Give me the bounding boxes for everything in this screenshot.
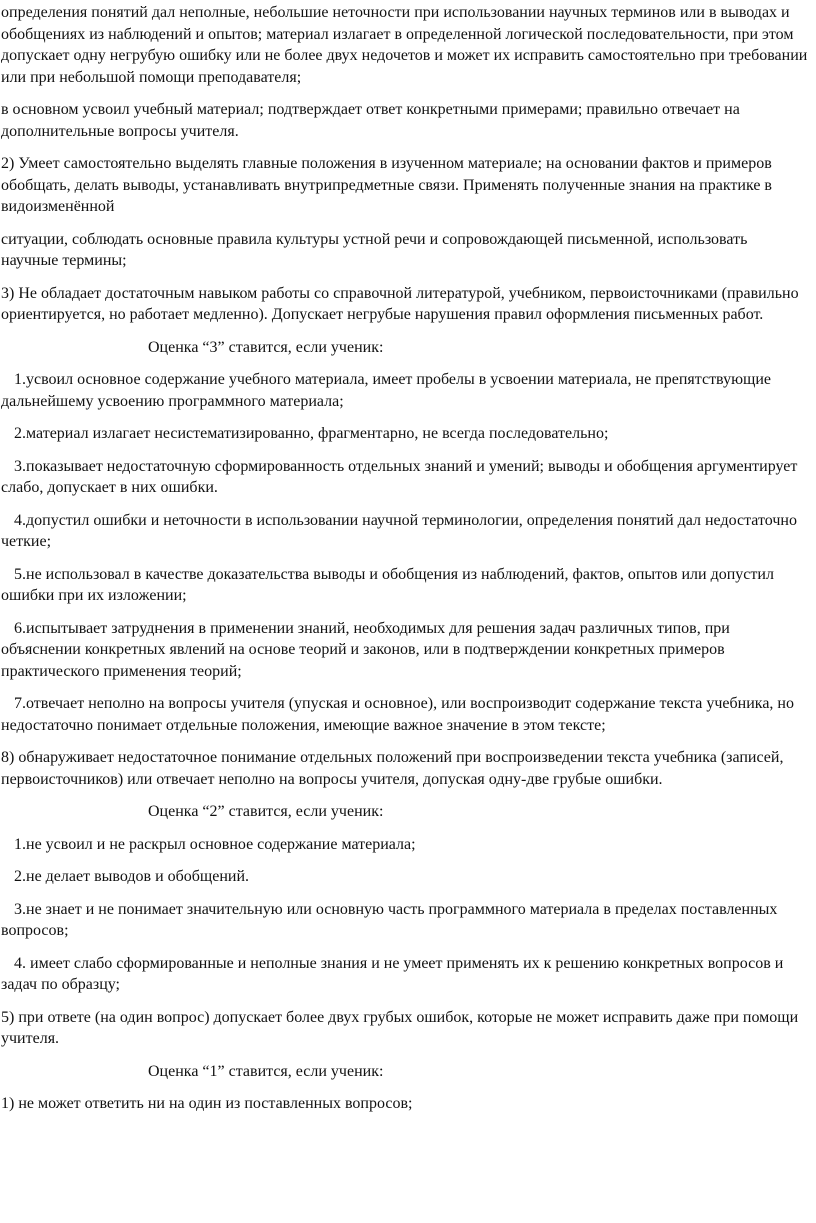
grade-2-heading: Оценка “2” ставится, если ученик:: [148, 803, 384, 820]
paragraph: ситуации, соблюдать основные правила культуры устной речи и сопровождающей письменной, использовать научные термины;: [1, 230, 748, 269]
list-item: 4. имеет слабо сформированные и неполные знания и не умеет применять их к решению конкретных вопросов и задач по образцу;: [1, 954, 784, 993]
list-item: 4.допустил ошибки и неточности в использовании научной терминологии, определения понятий дал недостаточно четкие;: [1, 511, 797, 550]
paragraph: определения понятий дал неполные, небольшие неточности при использовании научных терминов или в выводах и обобщениях из наблюдений и опытов; материал излагает в определенной логической последовательности, при этом допускает одну негрубую ошибку или не более двух недочетов и может их исправить самостоятельно при требовании или при небольшой помощи преподавателя;: [1, 4, 808, 86]
list-item: 1.не усвоил и не раскрыл основное содержание материала;: [14, 835, 416, 853]
list-item: 5.не использовал в качестве доказательства выводы и обобщения из наблюдений, фактов, опытов или допустил ошибки при их изложении;: [1, 565, 774, 604]
list-item: 2.не делает выводов и обобщений.: [14, 868, 250, 885]
paragraph: 3) Не обладает достаточным навыком работы со справочной литературой, учебником, первоисточниками (правильно ориентируется, но работает медленно). Допускает негрубые нарушения правил оформления письменных работ.: [1, 284, 799, 323]
list-item: 2.материал излагает несистематизированно, фрагментарно, не всегда последовательно;: [14, 425, 609, 442]
grade-1-heading: Оценка “1” ставится, если ученик:: [148, 1062, 384, 1080]
list-item: 7.отвечает неполно на вопросы учителя (упуская и основное), или воспроизводит содержание текста учебника, но недостаточно понимает отдельные положения, имеющие важное значение в этом тексте;: [1, 695, 794, 734]
paragraph: в основном усвоил учебный материал; подтверждает ответ конкретными примерами; правильно отвечает на дополнительные вопросы учителя.: [1, 101, 740, 140]
paragraph: 5) при ответе (на один вопрос) допускает более двух грубых ошибок, которые не может исправить даже при помощи учителя.: [1, 1008, 799, 1047]
paragraph: 8) обнаруживает недостаточное понимание отдельных положений при воспроизведении текста учебника (записей, первоисточников) или отвечает неполно на вопросы учителя, допуская одну-две грубые ошибки.: [1, 749, 784, 788]
list-item: 6.испытывает затруднения в применении знаний, необходимых для решения задач различных типов, при объяснении конкретных явлений на основе теорий и законов, или в подтверждении конкретных примеров практического применения теорий;: [1, 619, 730, 680]
list-item: 1.усвоил основное содержание учебного материала, имеет пробелы в усвоении материала, не препятствующие дальнейшему усвоению программного материала;: [1, 371, 771, 410]
paragraph: 2) Умеет самостоятельно выделять главные положения в изученном материале; на основании фактов и примеров обобщать, делать выводы, устанавливать внутрипредметные связи. Применять полученные знания на практике в видоизменённой: [1, 155, 772, 215]
grade-3-heading: Оценка “3” ставится, если ученик:: [148, 338, 384, 356]
paragraph: 1) не может ответить ни на один из поставленных вопросов;: [1, 1095, 413, 1112]
list-item: 3.не знает и не понимает значительную или основную часть программного материала в пределах поставленных вопросов;: [1, 900, 778, 939]
list-item: 3.показывает недостаточную сформированность отдельных знаний и умений; выводы и обобщения аргументирует слабо, допускает в них ошибки.: [1, 457, 798, 496]
